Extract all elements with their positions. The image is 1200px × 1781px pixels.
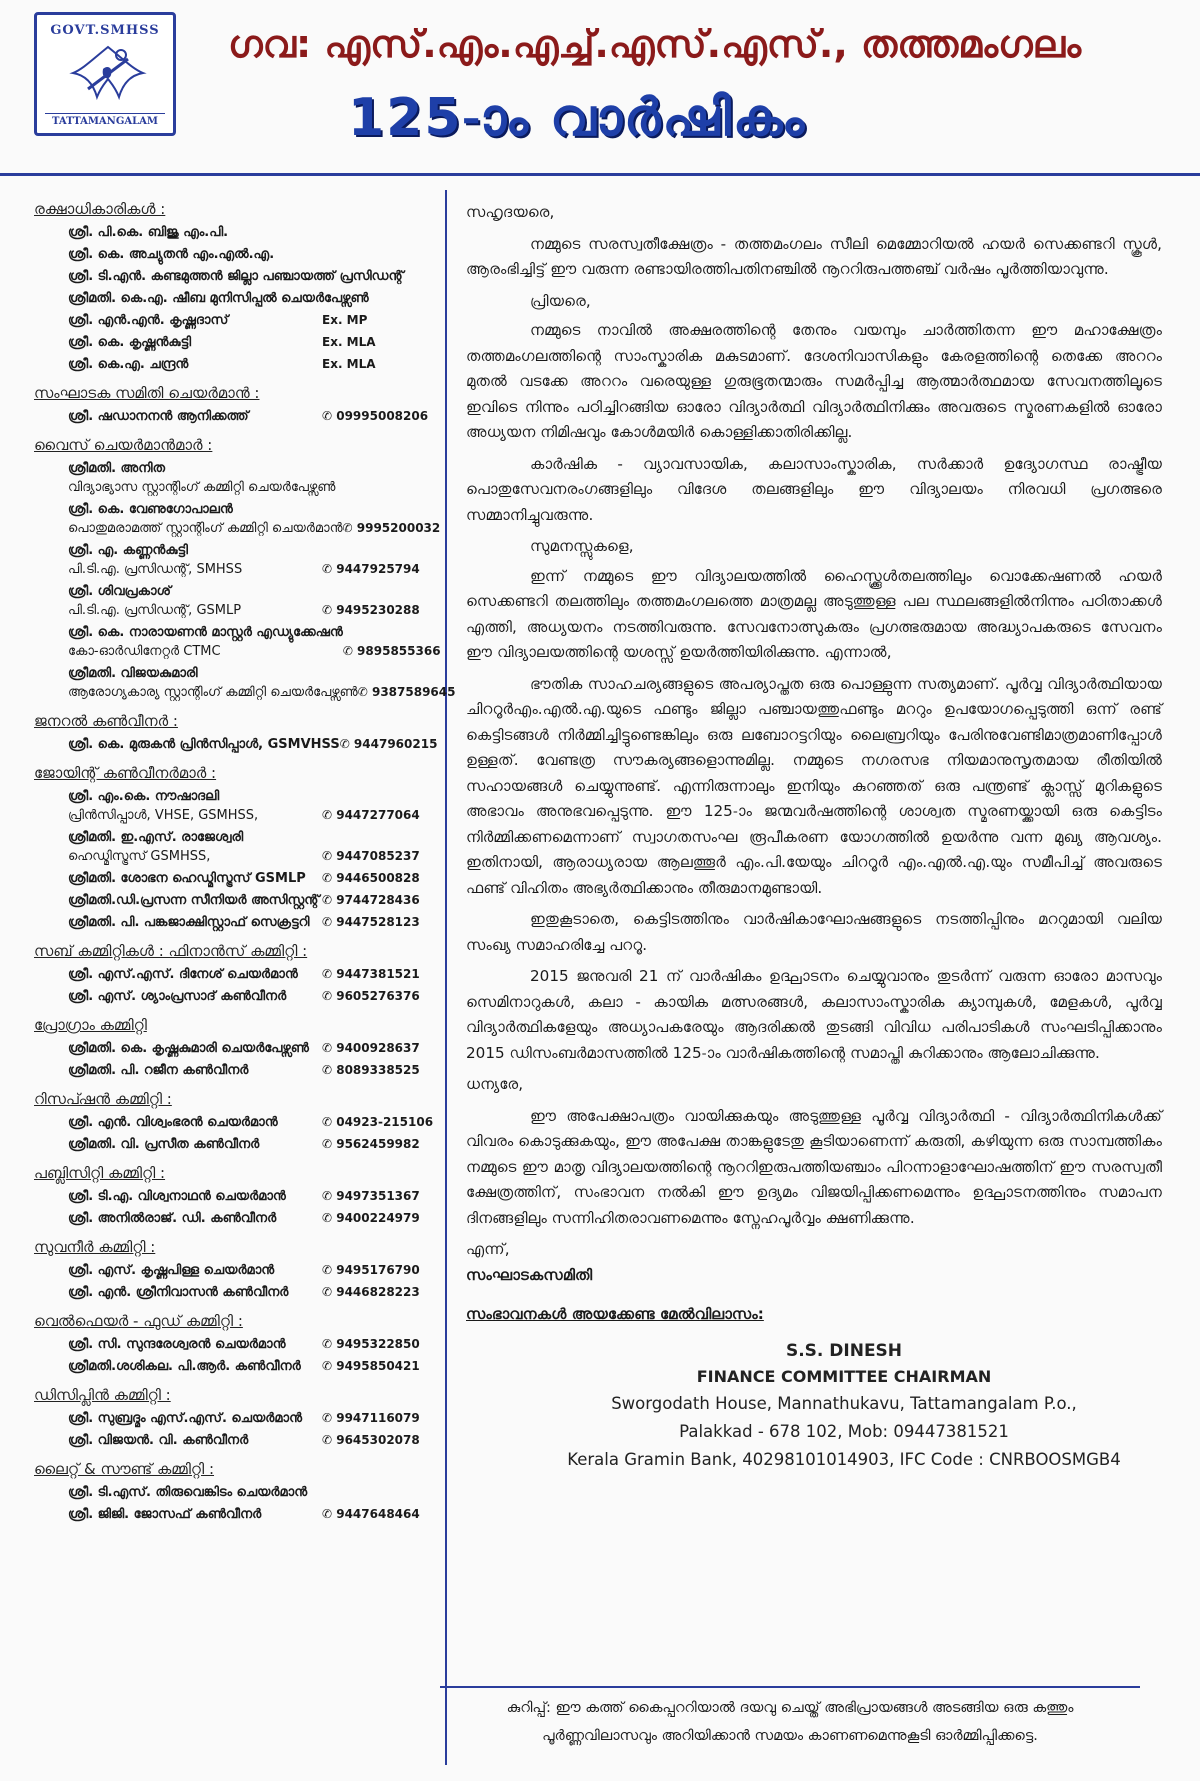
member-name: ശ്രീ. കെ. നാരായണൻ മാസ്റ്റർ എഡ്യുക്കേഷൻ xyxy=(68,625,343,640)
member-name: ശ്രീമതി. കെ. കൃഷ്ണകുമാരി ചെയർപേഴ്സൺ xyxy=(68,1041,309,1056)
member-designation: ഹെഡ്മിസ്ട്രസ് GSMHSS, xyxy=(68,849,211,864)
member-name: ശ്രീ. വിജയൻ. വി. കൺവീനർ xyxy=(68,1433,249,1448)
committee-member xyxy=(34,459,434,497)
address-role: FINANCE COMMITTEE CHAIRMAN xyxy=(696,1366,992,1386)
footnote-line: കുറിപ്പ്: ഈ കത്ത് കൈപ്പററിയാൽ ദയവു ചെയ്ത് അഭിപ്രായങ്ങൾ അടങ്ങിയ ഒരു കത്തും xyxy=(506,1700,1074,1716)
committee-member xyxy=(34,623,441,661)
committee-section xyxy=(34,942,434,1006)
member-name-block xyxy=(68,1505,322,1524)
committee-member xyxy=(34,787,434,825)
committee-member xyxy=(34,1357,434,1376)
member-name-block xyxy=(68,787,322,825)
committee-title: ഡിസിപ്ലിൻ കമ്മിറ്റി : xyxy=(34,1386,171,1404)
committee-member xyxy=(34,500,441,538)
member-phone: ✆ 9400224979 xyxy=(322,1211,420,1225)
member-designation: പി.ടി.എ. പ്രസിഡന്റ്, SMHSS xyxy=(68,562,243,577)
committee-section xyxy=(34,712,438,754)
committee-section xyxy=(34,764,434,932)
committee-section xyxy=(34,1016,434,1080)
letter-paragraph: ഇതുകൂടാതെ, കെട്ടിടത്തിനും വാർഷികാഘോഷങ്ങളുടെ നടത്തിപ്പിനും മററുമായി വലിയ സംഖ്യ സമാഹരിച്ചേ പററൂ. xyxy=(466,910,1162,954)
member-phone: Ex. MLA xyxy=(322,357,376,371)
salutation: സഹൃദയരെ, xyxy=(466,203,555,221)
emblem-icon xyxy=(63,39,153,109)
footnote-line: പൂർണ്ണവിലാസവും അറിയിക്കാൻ സമയം കാണണമെന്നുകൂടി ഓർമ്മിപ്പിക്കട്ടെ. xyxy=(542,1728,1038,1744)
address-name: S.S. DINESH xyxy=(785,1340,903,1361)
member-name-block xyxy=(68,245,322,264)
member-name-block xyxy=(68,623,343,661)
committee-title: ജോയിന്റ് കൺവീനർമാർ : xyxy=(34,764,217,782)
member-name-block xyxy=(68,459,335,497)
member-name: ശ്രീ. എ. കണ്ണൻകുട്ടി xyxy=(68,543,188,558)
committee-title: പ്രോഗ്രാം കമ്മിറ്റി xyxy=(34,1016,147,1034)
committee-member xyxy=(34,664,456,702)
member-phone: ✆ 9562459982 xyxy=(322,1137,420,1151)
member-name-block xyxy=(68,1409,322,1428)
member-name-block xyxy=(68,500,343,538)
committee-member xyxy=(34,355,434,374)
member-name: ശ്രീമതി. അനിത xyxy=(68,461,165,476)
member-name-block xyxy=(68,913,322,932)
member-name-block xyxy=(68,1283,322,1302)
committee-member xyxy=(34,1135,434,1154)
member-phone: ✆ 9497351367 xyxy=(322,1189,420,1203)
member-name: ശ്രീ. ജിജി. ജോസഫ് കൺവീനർ xyxy=(68,1507,262,1522)
letter-paragraph: കാർഷിക - വ്യാവസായിക, കലാസാംസ്കാരിക, സർക്കാർ ഉദ്യോഗസ്ഥ രാഷ്ട്രീയ പൊതുസേവനരംഗങ്ങളിലും വിദേശ തലങ്ങളിലും ഈ വിദ്യാലയം നിരവധി പ്രഗത്ഭരെ സമ്മാനിച്ചുവരുന്നു. xyxy=(466,454,1162,524)
committee-section xyxy=(34,1312,434,1376)
member-name: ശ്രീ. ശിവപ്രകാശ് xyxy=(68,584,171,599)
member-name: ശ്രീ. കെ. കൃഷ്ണൻകുട്ടി xyxy=(68,335,192,350)
member-name-block xyxy=(68,1061,322,1080)
committee-section xyxy=(34,1460,434,1524)
member-name-block xyxy=(68,1135,322,1154)
committee-member xyxy=(34,1187,434,1206)
school-logo xyxy=(34,12,176,136)
member-phone: ✆ 9446500828 xyxy=(322,871,420,885)
member-phone: ✆ 9895855366 xyxy=(342,644,441,658)
salutation: ധന്യരേ, xyxy=(466,1075,524,1093)
school-name: ഗവ: എസ്.എം.എച്ച്.എസ്.എസ്., തത്തമംഗലം xyxy=(228,22,1082,66)
member-name-block xyxy=(68,1357,322,1376)
letter-paragraph: 2015 ജനുവരി 21 ന് വാർഷികം ഉദ്ഘാടനം ചെയ്യുവാനും തുടർന്ന് വരുന്ന ഓരോ മാസവും സെമിനാറുകൾ, കലാ - കായിക മത്സരങ്ങൾ, കലാസാംസ്കാരിക ക്യാമ്പുകൾ, മേളകൾ, പൂർവ്വ വിദ്യാർത്ഥികളേയും അധ്യാപകരേയും ആദരിക്കൽ തുടങ്ങി വിവിധ പരിപാടികൾ സംഘടിപ്പിക്കാനും 2015 ഡിസംബർമാസത്തിൽ 125-ാം വാർഷികത്തിന്റെ സമാപ്തി കുറിക്കാനും ആലോചിക്കുന്നു. xyxy=(466,967,1162,1062)
member-phone: ✆ 9947116079 xyxy=(322,1411,420,1425)
member-name: ശ്രീ. കെ.എ. ചന്ദ്രൻ xyxy=(68,357,189,372)
committee-section xyxy=(34,1238,434,1302)
letter-paragraph: നമ്മുടെ സരസ്വതീക്ഷേത്രം - തത്തമംഗലം സീലി മെമ്മോറിയൽ ഹയർ സെക്കണ്ടറി സ്കൂൾ, ആരംഭിച്ചിട്ട് ഈ വരുന്ന രണ്ടായിരത്തിപതിനഞ്ചിൽ നൂററിരുപത്തഞ്ച് വർഷം പൂർത്തിയാവുന്നു. xyxy=(466,234,1162,278)
member-name-block xyxy=(68,541,322,579)
member-designation: കോ-ഓർഡിനേറ്റർ CTMC xyxy=(68,644,221,659)
committee-member xyxy=(34,735,438,754)
member-name: ശ്രീമതി. ഇ.എസ്. രാജേശ്വരി xyxy=(68,830,244,845)
member-name-block xyxy=(68,987,322,1006)
member-name: ശ്രീ. എസ്. ശ്യാംപ്രസാദ് കൺവീനർ xyxy=(68,989,287,1004)
committee-title: വൈസ് ചെയർമാൻമാർ : xyxy=(34,436,213,454)
member-phone: ✆ 9744728436 xyxy=(322,893,420,907)
logo-top-text: GOVT.SMHSS xyxy=(50,23,160,38)
committee-title: സംഘാടക സമിതി ചെയർമാൻ : xyxy=(34,384,260,402)
member-name-block xyxy=(68,289,369,308)
member-phone: ✆ 9447925794 xyxy=(322,562,420,576)
committee-member xyxy=(34,1061,434,1080)
member-phone: ✆ 9495850421 xyxy=(322,1359,420,1373)
committee-title: ലൈറ്റ് & സൗണ്ട് കമ്മിറ്റി : xyxy=(34,1460,215,1478)
committee-member xyxy=(34,1209,434,1228)
member-name: ശ്രീമതി.ഡി.പ്രസന്ന സീനിയർ അസിസ്റ്റന്റ് xyxy=(68,893,320,908)
member-name: ശ്രീ. കെ. വേണുഗോപാലൻ xyxy=(68,502,233,517)
note-divider xyxy=(440,1686,1140,1688)
footnote xyxy=(440,1694,1140,1750)
member-phone: ✆ 9447381521 xyxy=(322,967,420,981)
member-name: ശ്രീ. എൻ. വിശ്വംഭരൻ ചെയർമാൻ xyxy=(68,1115,278,1130)
column-divider xyxy=(445,190,447,1765)
member-name-block xyxy=(68,333,322,352)
member-name: ശ്രീ. ടി.എ. വിശ്വനാഥൻ ചെയർമാൻ xyxy=(68,1189,286,1204)
member-name-block xyxy=(68,407,322,426)
member-name: ശ്രീ. ഷഡാനനൻ ആനിക്കത്ത് xyxy=(68,409,249,424)
logo-bottom-text: TATTAMANGALAM xyxy=(45,113,165,127)
member-phone: Ex. MP xyxy=(322,313,368,327)
member-name: ശ്രീ. എൻ. ശ്രീനിവാസൻ കൺവീനർ xyxy=(68,1285,289,1300)
committee-member xyxy=(34,1409,434,1428)
member-phone: ✆ 9447960215 xyxy=(339,737,438,751)
anniversary-title: 125-ാം വാർഷികം xyxy=(348,88,807,148)
committee-member xyxy=(34,1431,434,1450)
member-phone: Ex. MLA xyxy=(322,335,376,349)
member-phone: ✆ 8089338525 xyxy=(322,1063,420,1077)
committee-member xyxy=(34,1483,434,1502)
member-name: ശ്രീ. എം.കെ. നൗഷാദലി xyxy=(68,789,220,804)
member-phone: ✆ 9446828223 xyxy=(322,1285,420,1299)
member-name-block xyxy=(68,311,322,330)
committee-section xyxy=(34,384,434,426)
committee-section xyxy=(34,1090,434,1154)
member-phone: ✆ 9495176790 xyxy=(322,1263,420,1277)
member-name: ശ്രീ. കെ. അച്യുതൻ എം.എൽ.എ. xyxy=(68,247,275,262)
member-name: ശ്രീ. എൻ.എൻ. കൃഷ്ണദാസ് xyxy=(68,313,229,328)
member-name: ശ്രീമതി. ശോഭന ഹെഡ്മിസ്ട്രസ് GSMLP xyxy=(68,871,306,886)
committee-member xyxy=(34,1261,434,1280)
member-name-block xyxy=(68,1335,322,1354)
committee-section xyxy=(34,1164,434,1228)
header-divider xyxy=(0,173,1200,176)
committee-title: പബ്ലിസിറ്റി കമ്മിറ്റി : xyxy=(34,1164,166,1182)
letter-paragraph: ഈ അപേക്ഷാപത്രം വായിക്കുകയും അടുത്തുള്ള പൂർവ്വ വിദ്യാർത്ഥി - വിദ്യാർത്ഥിനികൾക്ക് വിവരം കൊടുക്കുകയും, ഈ അപേക്ഷ താങ്കളുടേതു കൂടിയാണെന്ന് കരുതി, കഴിയുന്ന ഒരു സാമ്പത്തികം നമ്മുടെ ഈ മാതൃ വിദ്യാലയത്തിന്റെ നൂററിഇരുപത്തിയഞ്ചാം പിറന്നാളാഘോഷത്തിന് ഈ സരസ്വതീ ക്ഷേത്രത്തിന്, സംഭാവന നൽകി ഈ ഉദ്യമം വിജയിപ്പിക്കണമെന്നും ഉദ്ഘാടനത്തിനും സമാപന ദിനങ്ങളിലും സന്നിഹിതരാവണമെന്നും സ്നേഹപൂർവ്വം ക്ഷണിക്കുന്നു. xyxy=(466,1106,1162,1227)
member-name-block xyxy=(68,1039,322,1058)
committee-member xyxy=(34,289,434,308)
committee-title: സബ് കമ്മിറ്റികൾ : ഫിനാൻസ് കമ്മിറ്റി : xyxy=(34,942,308,960)
member-name-block xyxy=(68,965,322,984)
committee-member xyxy=(34,311,434,330)
committee-member xyxy=(34,267,434,286)
member-designation: ആരോഗ്യകാര്യ സ്റ്റാന്റിംഗ് കമ്മിറ്റി ചെയർപേഴ്സൺ xyxy=(68,685,358,700)
member-name-block xyxy=(68,582,322,620)
member-name: ശ്രീ. ടി.എൻ. കണ്ടമുത്തൻ ജില്ലാ പഞ്ചായത്ത് പ്രസിഡന്റ് xyxy=(68,269,404,284)
member-phone: ✆ 9995200032 xyxy=(342,521,441,535)
member-name-block xyxy=(68,1209,322,1228)
committee-title: സുവനീർ കമ്മിറ്റി : xyxy=(34,1238,156,1256)
committee-title: ജനറൽ കൺവീനർ : xyxy=(34,712,178,730)
member-name: ശ്രീമതി. വിജയകുമാരി xyxy=(68,666,198,681)
address-line: Palakkad - 678 102, Mob: 09447381521 xyxy=(679,1421,1009,1441)
member-name: ശ്രീമതി. പി. പങ്കജാക്ഷിസ്റ്റാഫ് സെക്രട്ടറി xyxy=(68,915,310,930)
committee-member xyxy=(34,1335,434,1354)
member-name: ശ്രീ. ടി.എസ്. തിരുവെങ്കിടം ചെയർമാൻ xyxy=(68,1485,308,1500)
letter-paragraph: ഇന്ന് നമ്മുടെ ഈ വിദ്യാലയത്തിൽ ഹൈസ്ക്കൂൾതലത്തിലും വൊക്കേഷണൽ ഹയർ സെക്കണ്ടറി തലത്തിലും തത്തമംഗലത്തെ മാത്രമല്ല അടുത്തുള്ള പല സ്ഥലങ്ങളിൽനിന്നും പഠിതാക്കൾ എത്തി, അധ്യയനം നടത്തിവരുന്നു. സേവനോത്സുകരും പ്രഗത്ഭരുമായ അദ്ധ്യാപകരുടെ സേവനം ഈ വിദ്യാലയത്തിന്റെ യശസ്സ് ഉയർത്തിയിരിക്കുന്നു. എന്നാൽ, xyxy=(466,566,1162,661)
committee-member xyxy=(34,407,434,426)
member-phone: ✆ 9447277064 xyxy=(322,808,420,822)
committee-member xyxy=(34,828,434,866)
member-name: ശ്രീ. എസ്. കൃഷ്ണപിള്ള ചെയർമാൻ xyxy=(68,1263,275,1278)
member-name-block xyxy=(68,1113,322,1132)
committee-member xyxy=(34,891,434,910)
member-phone: ✆ 9495230288 xyxy=(322,603,420,617)
member-name: ശ്രീ. എസ്.എസ്. ദിനേശ് ചെയർമാൻ xyxy=(68,967,298,982)
member-name: ശ്രീ. കെ. മുരുകൻ പ്രിൻസിപ്പാൾ, GSMVHSS xyxy=(68,737,340,752)
salutation: സുമനസ്സുകളെ, xyxy=(530,537,634,555)
committee-member xyxy=(34,1283,434,1302)
member-name: ശ്രീ. പി.കെ. ബിജു എം.പി. xyxy=(68,225,229,240)
member-name: ശ്രീ. സുബ്രദ്മം എസ്.എസ്. ചെയർമാൻ xyxy=(68,1411,303,1426)
member-name: ശ്രീമതി. പി. റജീന കൺവീനർ xyxy=(68,1063,249,1078)
member-name: ശ്രീമതി.ശശികല. പി.ആർ. കൺവീനർ xyxy=(68,1359,301,1374)
letter-paragraph: നമ്മുടെ നാവിൽ അക്ഷരത്തിന്റെ തേനും വയമ്പും ചാർത്തിതന്ന ഈ മഹാക്ഷേത്രം തത്തമംഗലത്തിന്റെ സാംസ്കാരിക മകുടമാണ്. ദേശനിവാസികളും കേരളത്തിന്റെ തെക്കേ അററം മുതൽ വടക്കേ അററം വരെയുള്ള ഗുരുഭൂതന്മാരും സമർപ്പിച്ച ആത്മാർത്ഥമായ സേവനത്തിലൂടെ ഇവിടെ നിന്നും പഠിച്ചിറങ്ങിയ ഓരോ വിദ്യാർത്ഥി വിദ്യാർത്ഥിനിക്കും അവരുടെ സ്മരണകളിൽ ഓരോ അധ്യയന നിമിഷവും കോൾമയിർ കൊള്ളിക്കാതിരിക്കില്ല. xyxy=(466,321,1162,441)
member-name: ശ്രീ. സി. സുന്ദരേശ്വരൻ ചെയർമാൻ xyxy=(68,1337,286,1352)
committee-member xyxy=(34,1113,434,1132)
committee-member xyxy=(34,869,434,888)
member-name: ശ്രീമതി. കെ.എ. ഷീബ മുനിസിപ്പൽ ചെയർപേഴ്സൺ xyxy=(68,291,369,306)
member-name: ശ്രീമതി. വി. പ്രസീത കൺവീനർ xyxy=(68,1137,260,1152)
member-name-block xyxy=(68,1431,322,1450)
member-name: ശ്രീ. അനിൽരാജ്. ഡി. കൺവീനർ xyxy=(68,1211,277,1226)
member-phone: ✆ 9447528123 xyxy=(322,915,420,929)
member-phone: ✆ 09995008206 xyxy=(322,409,429,423)
member-phone: ✆ 9447648464 xyxy=(322,1507,420,1521)
member-phone: ✆ 9447085237 xyxy=(322,849,420,863)
member-phone: ✆ 04923-215106 xyxy=(322,1115,434,1129)
member-name-block xyxy=(68,735,340,754)
member-name-block xyxy=(68,891,322,910)
committee-list xyxy=(34,200,456,1534)
donation-address xyxy=(466,1338,1162,1474)
member-designation: വിദ്യാഭ്യാസ സ്റ്റാന്റിംഗ് കമ്മിറ്റി ചെയർപേഴ്സൺ xyxy=(68,480,336,495)
committee-section xyxy=(34,200,434,374)
committee-section xyxy=(34,436,456,702)
member-name-block xyxy=(68,664,358,702)
member-designation: പി.ടി.എ. പ്രസിഡന്റ്, GSMLP xyxy=(68,603,242,618)
address-label: സംഭാവനകൾ അയക്കേണ്ട മേൽവിലാസം: xyxy=(466,1305,764,1323)
committee-title: രക്ഷാധികാരികൾ : xyxy=(34,200,166,218)
committee-member xyxy=(34,1505,434,1524)
member-name-block xyxy=(68,1187,322,1206)
member-name-block xyxy=(68,828,322,866)
member-phone: ✆ 9605276376 xyxy=(322,989,420,1003)
committee-title: വെൽഫെയർ - ഫുഡ് കമ്മിറ്റി : xyxy=(34,1312,243,1330)
address-line: Sworgodath House, Mannathukavu, Tattamangalam P.o., xyxy=(611,1393,1077,1413)
member-name-block xyxy=(68,355,322,374)
member-phone: ✆ 9400928637 xyxy=(322,1041,420,1055)
member-phone: ✆ 9495322850 xyxy=(322,1337,420,1351)
committee-member xyxy=(34,987,434,1006)
letter-paragraph: ഭൗതിക സാഹചര്യങ്ങളുടെ അപര്യാപ്തത ഒരു പൊള്ളുന്ന സത്യമാണ്. പൂർവ്വ വിദ്യാർത്ഥിയായ ചിററൂർഎം.എൽ.എ.യുടെ ഫണ്ടും ജില്ലാ പഞ്ചായത്തുഫണ്ടും മററും ഉപയോഗപ്പെടുത്തി ഒന്ന് രണ്ട് കെട്ടിടങ്ങൾ നിർമ്മിച്ചിട്ടുണ്ടെങ്കിലും ഒരു ലബോറട്ടറിയും ലൈബ്രറിയും പേരിനുവേണ്ടിമാത്രമാണിപ്പോൾ ഉള്ളത്. വേണ്ടത്ര സൗകര്യങ്ങളൊന്നുമില്ല. നമ്മുടെ നഗരസഭ നിയമാനുസൃതമായ രീതിയിൽ സഹായങ്ങൾ ചെയ്യുന്നുണ്ട്. എന്നിരുന്നാലും ഇനിയും കുറഞ്ഞത് ഒരു പന്ത്രണ്ട് ക്ലാസ്സ് മുറികളുടെ അഭാവം അനുഭവപ്പെടുന്നു. ഈ 125-ാം ജന്മവർഷത്തിന്റെ ശാശ്വത സ്മരണയ്ക്കായി ഒരു കെട്ടിടം നിർമ്മിക്കണമെന്നാണ് സ്വാഗതസംഘ രൂപീകരണ യോഗത്തിൽ ഉയർന്നു വന്ന മുഖ്യ ആവശ്യം. ഇതിനായി, ആരാധ്യരായ ആലത്തൂർ എം.പി.യേയും ചിററൂർ എം.എൽ.എ.യും സമീപിച്ച് അവരുടെ ഫണ്ട് വിഹിതം അഭ്യർത്ഥിക്കാനും തീരുമാനമുണ്ടായി. xyxy=(466,674,1162,897)
committee-title: റിസപ്ഷൻ കമ്മിറ്റി : xyxy=(34,1090,172,1108)
signatory: സംഘാടകസമിതി xyxy=(466,1265,593,1284)
member-name-block xyxy=(68,1261,322,1280)
bank-details: Kerala Gramin Bank, 40298101014903, IFC Code : CNRBOOSMGB4 xyxy=(567,1449,1121,1469)
salutation: പ്രിയരെ, xyxy=(530,291,591,310)
member-phone: ✆ 9645302078 xyxy=(322,1433,420,1447)
member-name-block xyxy=(68,869,322,888)
committee-member xyxy=(34,965,434,984)
committee-member xyxy=(34,223,434,242)
member-designation: പ്രിൻസിപ്പാൾ, VHSE, GSMHSS, xyxy=(68,808,259,823)
committee-member xyxy=(34,1039,434,1058)
member-phone: ✆ 9387589645 xyxy=(357,685,456,699)
committee-section xyxy=(34,1386,434,1450)
committee-member xyxy=(34,245,434,264)
member-name-block xyxy=(68,223,322,242)
appeal-letter xyxy=(466,200,1162,1474)
committee-member xyxy=(34,541,434,579)
committee-member xyxy=(34,333,434,352)
member-designation: പൊതുമരാമത്ത് സ്റ്റാന്റിംഗ് കമ്മിറ്റി ചെയർമാൻ xyxy=(68,521,343,536)
closing: എന്ന്, xyxy=(466,1240,510,1258)
member-name-block xyxy=(68,267,404,286)
committee-member xyxy=(34,582,434,620)
member-name-block xyxy=(68,1483,322,1502)
committee-member xyxy=(34,913,434,932)
